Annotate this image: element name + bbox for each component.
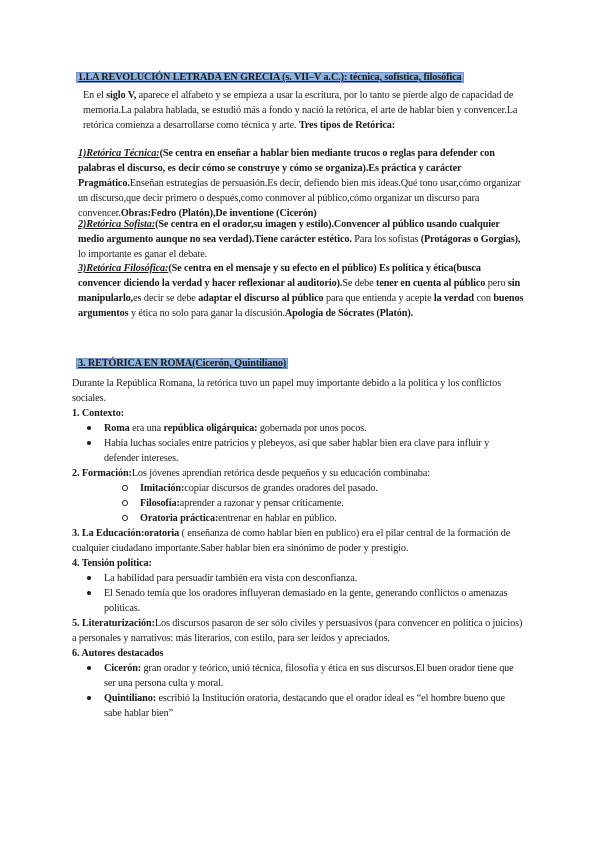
form-b: Filosofía: <box>140 498 180 509</box>
autores-title <box>72 646 524 661</box>
bullet-icon <box>87 696 91 700</box>
educacion-bold: oratoria <box>144 528 180 539</box>
retorica-sofista-bold-2: (Protágoras o Gorgias), <box>420 234 521 245</box>
section-3-body <box>72 376 524 721</box>
filo-t2: pero <box>487 278 506 289</box>
retorica-filosofica <box>78 261 524 321</box>
lit-title: 5. Literaturización: <box>72 618 155 629</box>
ctx-b: Roma <box>104 423 130 434</box>
bullet-icon <box>87 426 91 430</box>
retorica-filosofica-label: 3)Retórica Filosófica: <box>78 263 169 274</box>
formacion-text: Los jóvenes aprendían retórica desde pequeños y su educación combinaba: <box>131 468 430 479</box>
autor-t: gran orador y teórico, unió técnica, filosofía y ética en sus discursos.El buen orador tiene que ser una persona culta y moral. <box>104 663 514 689</box>
list-item <box>80 661 524 691</box>
list-item <box>116 481 524 496</box>
educacion-title: 3. La Educación: <box>72 528 145 539</box>
formacion-title: 2. Formación: <box>72 468 132 479</box>
tension-t: La habilidad para persuadir también era vista con desconfianza. <box>104 573 358 584</box>
retorica-sofista-text-2: lo importante es ganar el debate. <box>78 249 208 260</box>
intro-text-2: aparece el alfabeto y se empieza a usar la escritura, por lo tanto se pierde algo de capacidad de memoria.La palabra hablada, se estudió más a fondo y nació la retórica, el arte de hablar bien y convencer.La retórica comienza a desarrollarse como técnica y arte. <box>83 90 518 131</box>
ctx-t: Había luchas sociales entre patricios y plebeyos, así que saber hablar bien era clave para influir y defender intereses. <box>104 438 490 464</box>
retorica-sofista-label: 2)Retórica Sofista: <box>78 219 156 230</box>
list-item <box>116 511 524 526</box>
retorica-sofista <box>78 217 524 262</box>
roma-intro: Durante la República Romana, la retórica tuvo un papel muy importante debido a la política y los conflictos sociales. <box>72 378 501 404</box>
circle-bullet-icon <box>122 515 128 521</box>
bullet-icon <box>87 591 91 595</box>
literaturizacion <box>72 616 524 646</box>
filo-t4: para que entienda y acepte <box>325 293 432 304</box>
autor-b: Quintiliano: <box>104 693 157 704</box>
retorica-tecnica-obras: Obras:Fedro (Platón),De inventione (Cicerón) <box>120 208 317 219</box>
retorica-tecnica-text: Enseñan estrategias de persuasión.Es decir, defiendo bien mis ideas.Qué tono usar,cómo organizar un discurso,que decir primero o después,como conmover al público,cómo organizar un discurso para convencer. <box>78 178 521 219</box>
ctx-b2: república oligárquica: <box>163 423 258 434</box>
autor-t: escribió la Institución oratoria, destacando que el orador ideal es “el hombre bueno que sabe hablar bien” <box>104 693 505 719</box>
filo-b4: adaptar el discurso al público <box>198 293 324 304</box>
contexto-title <box>72 406 524 421</box>
list-item <box>116 496 524 511</box>
retorica-tecnica-bold: (Se centra en enseñar a hablar bien mediante trucos o reglas para defender con palabras el discurso, es decir cómo se construye y cómo se organiza).Es práctica y carácter Pragmático. <box>78 148 495 189</box>
filo-b2: tener en cuenta al público <box>376 278 486 289</box>
intro-bold: siglo V, <box>106 90 137 101</box>
autor-b: Cicerón: <box>104 663 142 674</box>
form-t: copiar discursos de grandes oradores del pasado. <box>184 483 378 494</box>
autores-title-text: 6. Autores destacados <box>72 648 164 659</box>
retorica-tecnica <box>78 146 524 221</box>
bullet-icon <box>87 666 91 670</box>
list-item <box>80 586 524 616</box>
contexto-title-text: 1. Contexto: <box>72 408 124 419</box>
filo-t5: con <box>476 293 491 304</box>
filo-t1: Se debe <box>342 278 374 289</box>
section-1-intro <box>83 88 523 133</box>
bullet-icon <box>87 441 91 445</box>
list-item <box>80 691 524 721</box>
section-1-heading <box>76 70 516 85</box>
ctx-t1: era una <box>129 423 164 434</box>
filo-b6: buenos argumentos <box>78 293 524 319</box>
section-3-heading-text: 3. RETÓRICA EN ROMA(Cicerón, Quintiliano) <box>78 358 287 369</box>
list-item <box>80 436 524 466</box>
intro-text: En el <box>83 90 104 101</box>
retorica-sofista-bold: (Se centra en el orador,su imagen y estilo).Convencer al público usando cualquier medio argumento aunque no sea verdad).Tiene carácter estético. <box>78 219 500 245</box>
retorica-filosofica-bold: (Se centra en el mensaje y su efecto en el público) Es política y ética(busca convencer diciendo la verdad y hacer reflexionar al auditorio). <box>78 263 481 289</box>
filo-b3: sin manipularlo, <box>78 278 521 304</box>
filo-b5: la verdad <box>433 293 474 304</box>
retorica-tecnica-label: 1)Retórica Técnica: <box>78 148 160 159</box>
lit-text: Los discursos pasaron de ser sólo civiles y persuasivos (para convencer en política o juicios) a personales y narrativos: más literarios, con estilo, para ser leídos y apreciados. <box>72 618 523 644</box>
bullet-icon <box>87 576 91 580</box>
educacion <box>72 526 524 556</box>
circle-bullet-icon <box>122 500 128 506</box>
filo-t3: es decir se debe <box>133 293 196 304</box>
circle-bullet-icon <box>122 485 128 491</box>
tension-t: El Senado temía que los oradores influyeran demasiado en la gente, generando conflictos o amenazas políticas. <box>104 588 508 614</box>
formacion <box>72 466 524 481</box>
section-1-heading-text: 1.LA REVOLUCIÓN LETRADA EN GRECIA (s. VII–V a.C.): técnica, sofística, filosófica <box>78 72 462 83</box>
form-b: Imitación: <box>140 483 185 494</box>
tension-title <box>72 556 524 571</box>
list-item <box>80 421 524 436</box>
filo-b7: Apología de Sócrates (Platón). <box>284 308 414 319</box>
ctx-t2: gobernada por unos pocos. <box>257 423 367 434</box>
form-t: entrenar en hablar en público. <box>218 513 337 524</box>
section-3-heading <box>76 356 376 371</box>
filo-t6: y ética no solo para ganar la discusión. <box>130 308 285 319</box>
educacion-text: ( enseñanza de como hablar bien en publico) era el pilar central de la formación de cualquier ciudadano importante.Saber hablar bien era sinónimo de poder y prestigio. <box>72 528 511 554</box>
list-item <box>80 571 524 586</box>
intro-bold-2: Tres tipos de Retórica: <box>298 120 396 131</box>
form-t: aprender a razonar y pensar críticamente. <box>179 498 344 509</box>
retorica-sofista-text: Para los sofistas <box>354 234 419 245</box>
tension-title-text: 4. Tensión política: <box>72 558 152 569</box>
form-b: Oratoria práctica: <box>140 513 219 524</box>
